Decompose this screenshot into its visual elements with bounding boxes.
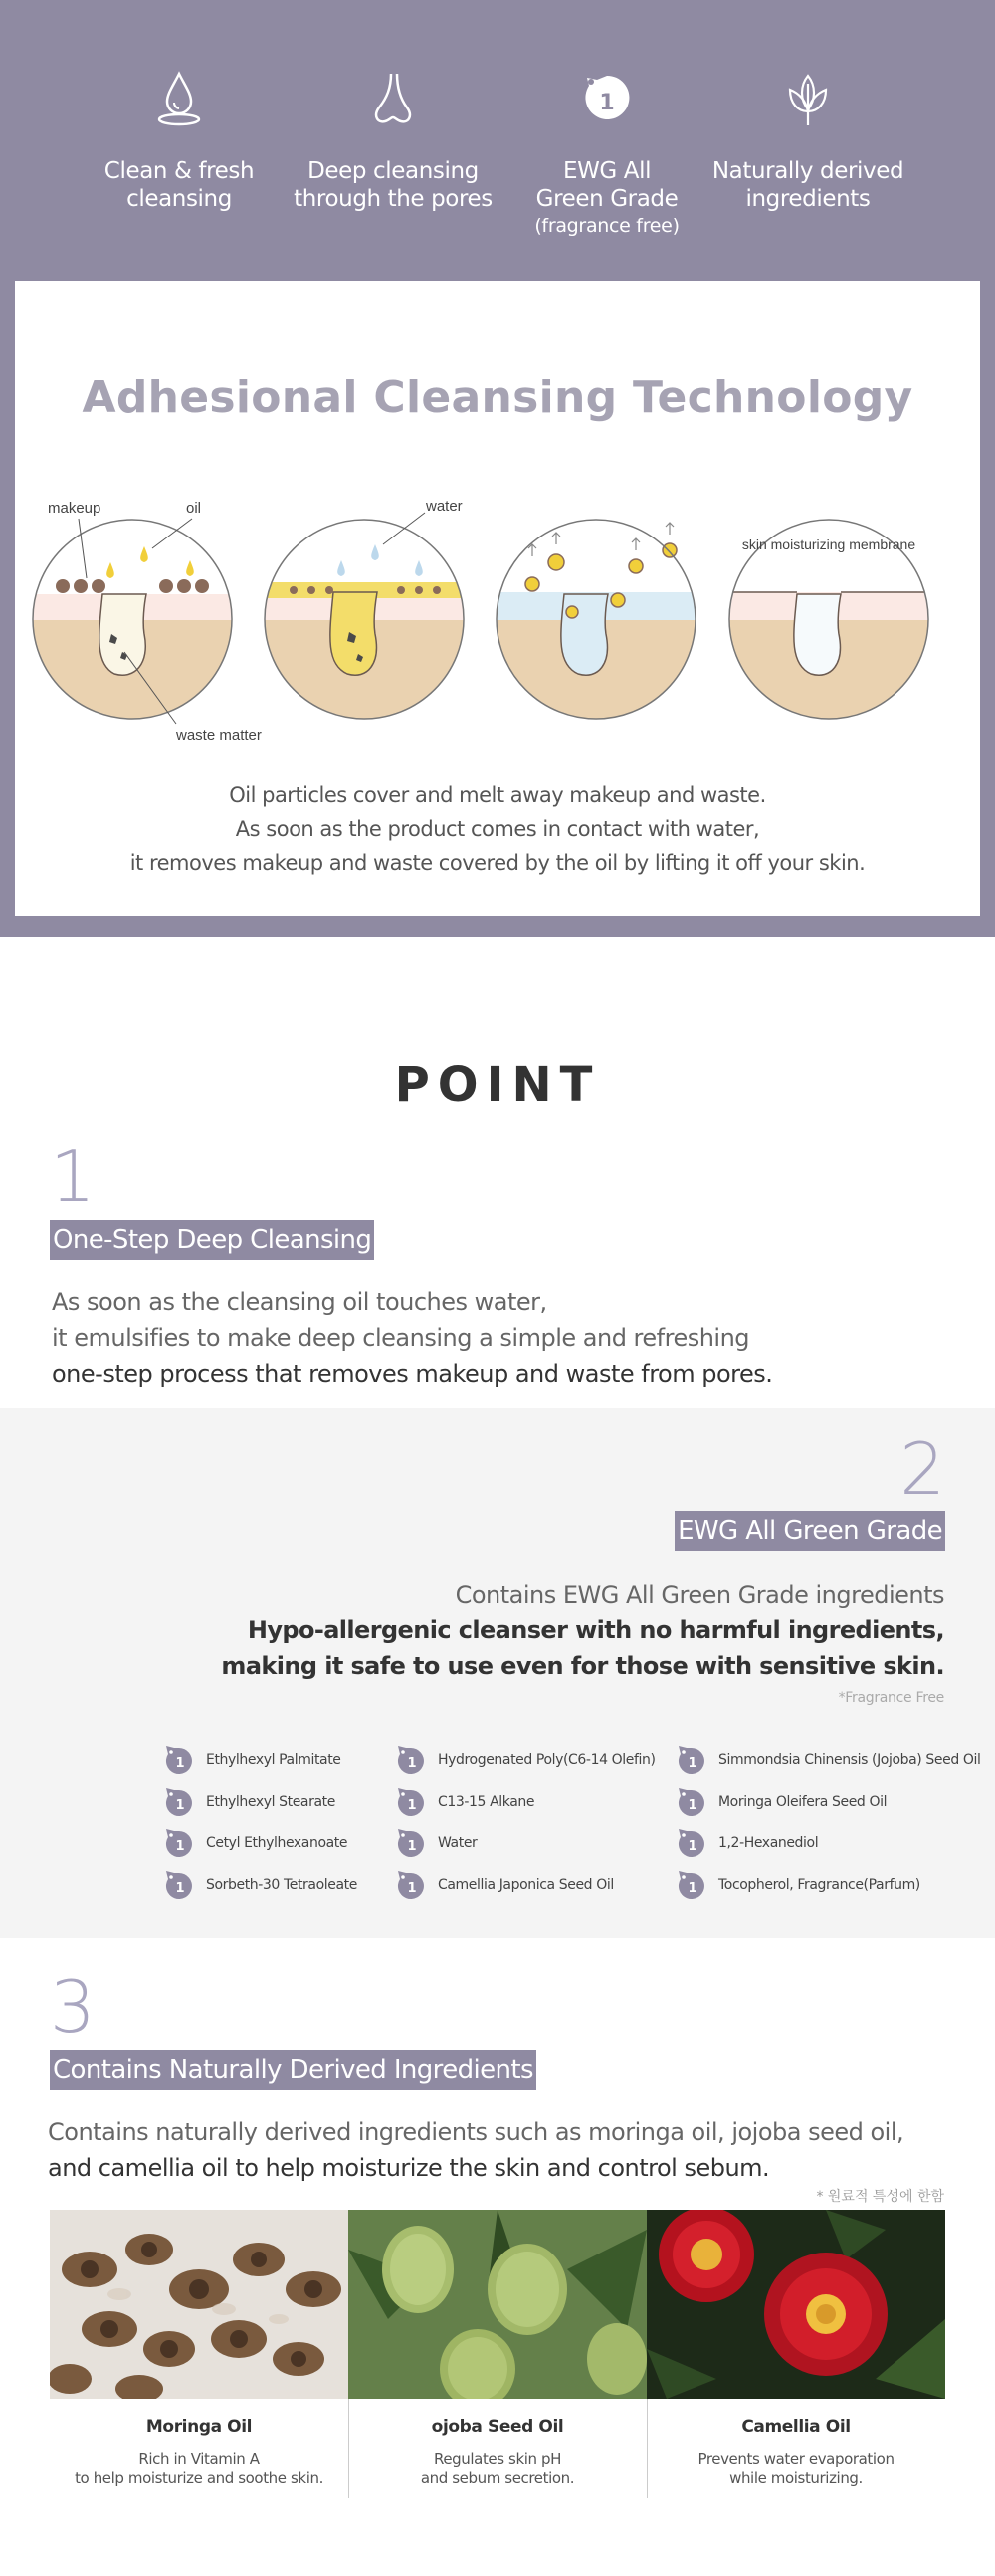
desc-line: making it safe to use even for those with sensitive skin. — [221, 1652, 944, 1680]
jojoba-fruit-image — [348, 2210, 647, 2399]
ingredient-item — [164, 1784, 335, 1820]
description-line: As soon as the product comes in contact with water, — [235, 817, 760, 841]
photo-caption — [50, 2417, 348, 2488]
svg-text:1: 1 — [407, 1839, 417, 1854]
ingredient-item — [677, 1867, 920, 1903]
ingredient-name: Cetyl Ethylhexanoate — [206, 1835, 348, 1851]
ewg-grade-badge-icon — [396, 1786, 426, 1818]
label-waste: waste matter — [176, 727, 262, 744]
feature-text-line-2: cleansing — [126, 186, 232, 212]
label-water: water — [426, 498, 463, 515]
svg-text:1: 1 — [688, 1798, 697, 1813]
point-number-2: 2 — [899, 1427, 945, 1511]
technology-card — [15, 281, 980, 916]
ingredient-name: Sorbeth-30 Tetraoleate — [206, 1877, 357, 1893]
ewg-grade-badge-icon — [396, 1744, 426, 1776]
ingredient-name: Water — [438, 1835, 478, 1851]
desc-line: one-step process that removes makeup and waste from pores. — [52, 1360, 773, 1388]
ingredient-name: C13-15 Alkane — [438, 1794, 535, 1810]
ingredient-item — [677, 1742, 980, 1778]
feature-clean-fresh — [75, 70, 284, 213]
ingredient-name: Ethylhexyl Stearate — [206, 1794, 335, 1810]
technology-description — [15, 778, 980, 880]
ingredient-name: Simmondsia Chinensis (Jojoba) Seed Oil — [718, 1752, 981, 1768]
moringa-seeds-image — [50, 2210, 348, 2399]
svg-text:1: 1 — [407, 1756, 417, 1771]
point-2-description — [221, 1577, 944, 1684]
photo-desc-line: and sebum secretion. — [420, 2469, 575, 2487]
description-line: Oil particles cover and melt away makeup and waste. — [229, 783, 766, 807]
photo-desc-line: Rich in Vitamin A — [138, 2450, 260, 2468]
ingredient-item — [396, 1784, 534, 1820]
feature-natural — [703, 70, 912, 213]
svg-text:1: 1 — [175, 1881, 185, 1896]
diagram-stage-2 — [265, 520, 464, 730]
ingredient-name: 1,2-Hexanediol — [718, 1835, 819, 1851]
photo-desc-line: to help moisturize and soothe skin. — [75, 2469, 323, 2487]
feature-ewg — [502, 70, 711, 239]
ingredient-item — [677, 1825, 818, 1861]
desc-line: it emulsifies to make deep cleansing a simple and refreshing — [52, 1324, 750, 1352]
point-tag-3: Contains Naturally Derived Ingredients — [50, 2050, 536, 2090]
point-number-1: 1 — [50, 1135, 96, 1218]
ingredient-name: Camellia Japonica Seed Oil — [438, 1877, 614, 1893]
svg-text:1: 1 — [599, 91, 615, 115]
feature-text-line-2: ingredients — [745, 186, 871, 212]
nose-icon — [365, 70, 421, 129]
ewg-grade-badge-icon — [677, 1786, 706, 1818]
point-title: POINT — [394, 1057, 601, 1113]
point-3-description — [48, 2114, 903, 2186]
label-oil: oil — [186, 500, 202, 517]
ingredient-name: Ethylhexyl Palmitate — [206, 1752, 341, 1768]
photo-caption — [647, 2417, 945, 2488]
photo-title: Moringa Oil — [145, 2417, 253, 2437]
ewg-grade-badge-icon — [677, 1744, 706, 1776]
description-line: it removes makeup and waste covered by the oil by lifting it off your skin. — [129, 851, 866, 875]
leaf-icon — [780, 70, 836, 129]
point-tag-2: EWG All Green Grade — [675, 1511, 945, 1551]
desc-line: and camellia oil to help moisturize the skin and control sebum. — [48, 2154, 770, 2182]
desc-line: Hypo-allergenic cleanser with no harmful ingredients, — [247, 1616, 944, 1644]
label-membrane: skin moisturizing membrane — [741, 537, 916, 552]
ingredient-photos — [50, 2210, 945, 2498]
ewg-grade-badge-icon — [396, 1869, 426, 1901]
feature-text-line-1: EWG All — [562, 158, 652, 184]
svg-text:1: 1 — [175, 1839, 185, 1854]
ingredient-item — [677, 1784, 887, 1820]
ingredient-item — [396, 1742, 656, 1778]
camellia-flower-image — [647, 2210, 945, 2399]
photo-title: Camellia Oil — [741, 2417, 851, 2437]
desc-line: As soon as the cleansing oil touches water, — [52, 1288, 547, 1316]
feature-text-line-2: through the pores — [294, 186, 493, 212]
feature-text-line-2: Green Grade — [535, 186, 679, 212]
feature-subtext: (fragrance free) — [534, 215, 680, 237]
ingredient-item — [164, 1867, 357, 1903]
feature-text-line-1: Clean & fresh — [103, 158, 255, 184]
ingredient-note: * 원료적 특성에 한함 — [816, 2189, 944, 2205]
ewg-grade-badge-icon — [164, 1827, 194, 1859]
ewg-grade-badge-icon — [396, 1827, 426, 1859]
feature-deep-cleansing — [289, 70, 498, 213]
ingredient-item — [396, 1825, 477, 1861]
ewg-grade-badge-icon — [677, 1869, 706, 1901]
ewg-badge-icon — [579, 70, 635, 129]
desc-line: Contains naturally derived ingredients such as moringa oil, jojoba seed oil, — [48, 2118, 904, 2146]
photo-desc-line: while moisturizing. — [729, 2469, 863, 2487]
point-number-3: 3 — [50, 1965, 96, 2048]
svg-text:1: 1 — [407, 1798, 417, 1813]
ewg-grade-badge-icon — [164, 1786, 194, 1818]
feature-text-line-1: Naturally derived — [711, 158, 904, 184]
water-drop-icon — [151, 70, 207, 129]
svg-text:1: 1 — [175, 1798, 185, 1813]
photo-caption — [348, 2417, 647, 2488]
technology-title: Adhesional Cleansing Technology — [82, 372, 913, 423]
cleansing-diagram — [15, 475, 980, 753]
svg-text:1: 1 — [688, 1756, 697, 1771]
ingredient-item — [396, 1867, 614, 1903]
fragrance-free-note: *Fragrance Free — [838, 1690, 944, 1706]
ewg-grade-badge-icon — [164, 1744, 194, 1776]
svg-text:1: 1 — [688, 1881, 697, 1896]
ingredient-name: Hydrogenated Poly(C6-14 Olefin) — [438, 1752, 656, 1768]
point-tag-1: One-Step Deep Cleansing — [50, 1220, 374, 1260]
label-makeup: makeup — [48, 500, 101, 517]
top-band — [0, 0, 995, 937]
svg-text:1: 1 — [175, 1756, 185, 1771]
photo-desc-line: Prevents water evaporation — [697, 2450, 895, 2468]
ingredient-name: Tocopherol, Fragrance(Parfum) — [718, 1877, 920, 1893]
photo-title: ojoba Seed Oil — [431, 2417, 564, 2437]
feature-text-line-1: Deep cleansing — [307, 158, 479, 184]
photo-desc-line: Regulates skin pH — [433, 2450, 561, 2468]
ingredient-name: Moringa Oleifera Seed Oil — [718, 1794, 888, 1810]
ingredient-item — [164, 1742, 341, 1778]
photo-camellia — [647, 2210, 945, 2498]
photo-jojoba — [348, 2210, 647, 2498]
svg-text:1: 1 — [407, 1881, 417, 1896]
photo-moringa — [50, 2210, 348, 2498]
ingredient-item — [164, 1825, 347, 1861]
ewg-grade-badge-icon — [164, 1869, 194, 1901]
ewg-grade-badge-icon — [677, 1827, 706, 1859]
svg-text:1: 1 — [688, 1839, 697, 1854]
diagram-stage-1 — [33, 520, 232, 730]
point-1-description — [52, 1284, 772, 1392]
desc-line: Contains EWG All Green Grade ingredients — [455, 1581, 944, 1609]
